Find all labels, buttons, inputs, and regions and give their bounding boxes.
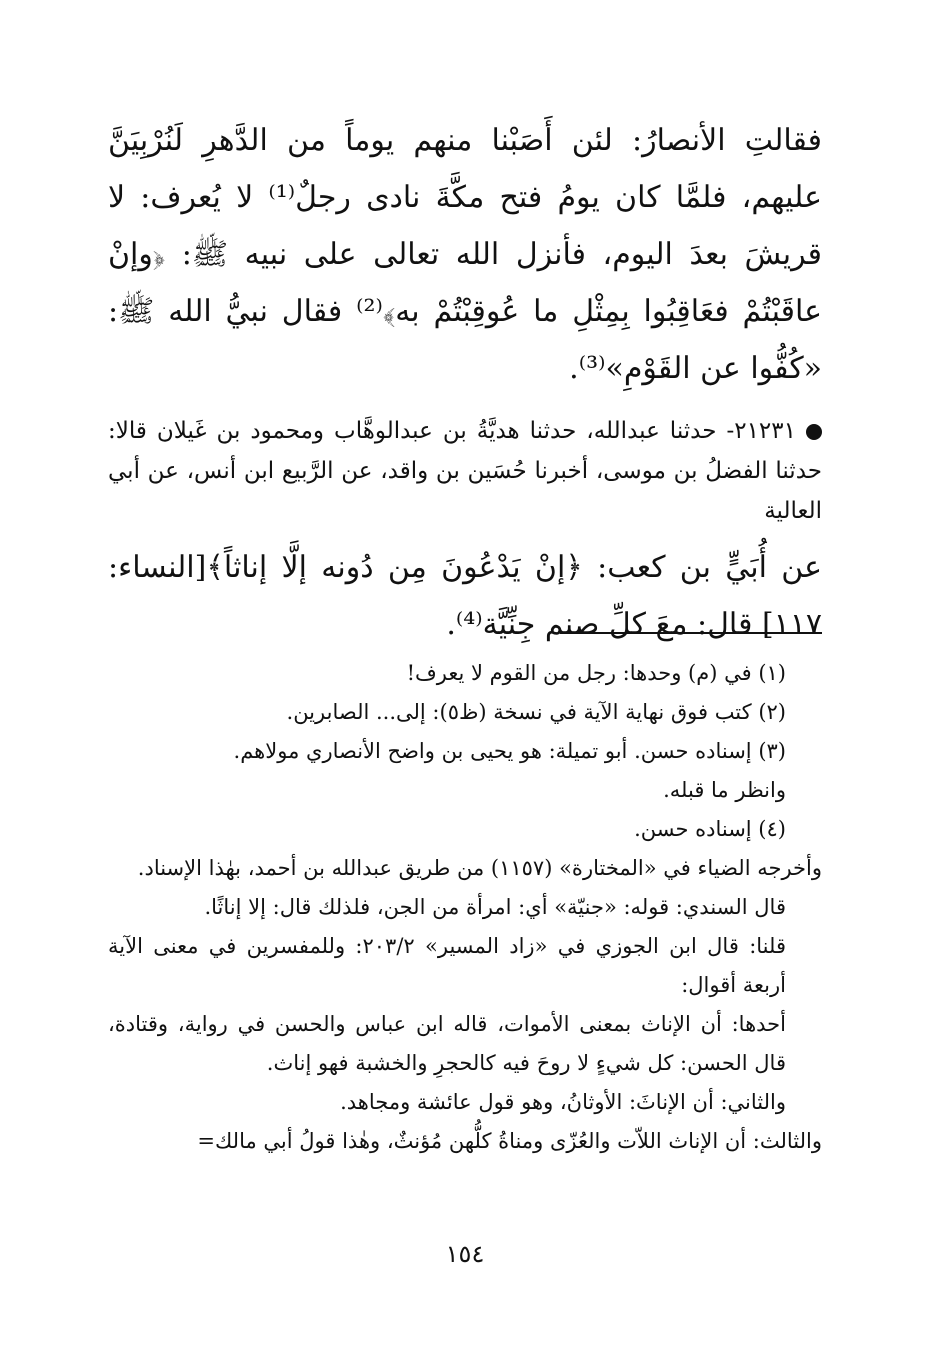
hadith-text: عن أُبَيٍّ بن كعب: ﴿إنْ يَدْعُونَ مِن دُونه إلَّا إناثاً﴾[النساء: ١١٧] قال: معَ كلِّ صنم جِنِّيَّة⁽⁴⁾. — [108, 550, 822, 642]
hadith-bullet-icon — [806, 424, 822, 440]
footnote-3-continued: وانظر ما قبله. — [663, 778, 786, 802]
footnote-4-sindi: قال السندي: قوله: «جنيّة» أي: امرأة من الجن، فلذلك قال: إلا إناثًا. — [204, 895, 786, 919]
footnote-3: (٣) إسناده حسن. أبو تميلة: هو يحيى بن واضح الأنصاري مولاهم. — [233, 739, 786, 763]
footnote-4-second-view: والثاني: أن الإناثَ: الأوثانُ، وهو قول عائشة ومجاهد. — [340, 1090, 786, 1114]
hadith-chain — [108, 411, 822, 531]
footnote-separator — [560, 632, 822, 634]
footnote-1: (١) في (م) وحدها: رجل من القوم لا يعرف! — [406, 661, 786, 685]
footnotes — [108, 654, 822, 1161]
footnote-4-takhrij: وأخرجه الضياء في «المختارة» (١١٥٧) من طريق عبدالله بن أحمد، بهٰذا الإسناد. — [137, 856, 822, 880]
footnote-4-first-view: أحدها: أن الإناث بمعنى الأموات، قاله ابن عباس والحسن في رواية، وقتادة، قال الحسن: كل شيءٍ لا روحَ فيه كالحجرِ والخشبة فهو إناث. — [108, 1012, 786, 1075]
footnote-4: (٤) إسناده حسن. — [634, 817, 786, 841]
footnote-2: (٢) كتب فوق نهاية الآية في نسخة (ظ٥): إلى... الصابرين. — [286, 700, 786, 724]
main-text — [108, 112, 822, 653]
footnote-4-third-view: والثالث: أن الإناث اللاّت والعُزّى ومناةُ كلُّهن مُؤنثٌ، وهٰذا قولُ أبي مالك= — [197, 1129, 822, 1153]
main-paragraph: فقالتِ الأنصارُ: لئن أَصَبْنا منهم يوماً من الدَّهرِ لَنُرْبِيَنَّ عليهم، فلمَّا كان يومُ فتح مكَّةَ نادى رجلٌ⁽¹⁾ لا يُعرف: لا قريشَ بعدَ اليوم، فأنزل الله تعالى على نبيه ﷺ: ﴿وإنْ عاقَبْتُمْ فعَاقِبُوا بِمِثْلِ ما عُوقِبْتُمْ به﴾⁽²⁾ فقال نبيُّ الله ﷺ: «كُفُّوا عن القَوْمِ»⁽³⁾. — [108, 123, 822, 386]
hadith-chain-text: ٢١٢٣١- حدثنا عبدالله، حدثنا هديَّةُ بن عبدالوهَّاب ومحمود بن غَيلان قالا: حدثنا الفضلُ بن موسى، أخبرنا حُسَين بن واقد، عن الرَّبيع ابن أنس، عن أبي العالية — [108, 418, 822, 524]
page-number: ١٥٤ — [445, 1240, 485, 1268]
footnote-4-ibn-jawzi: قلنا: قال ابن الجوزي في «زاد المسير» ٢٠٣/٢: وللمفسرين في معنى الآية أربعة أقوال: — [108, 934, 787, 997]
